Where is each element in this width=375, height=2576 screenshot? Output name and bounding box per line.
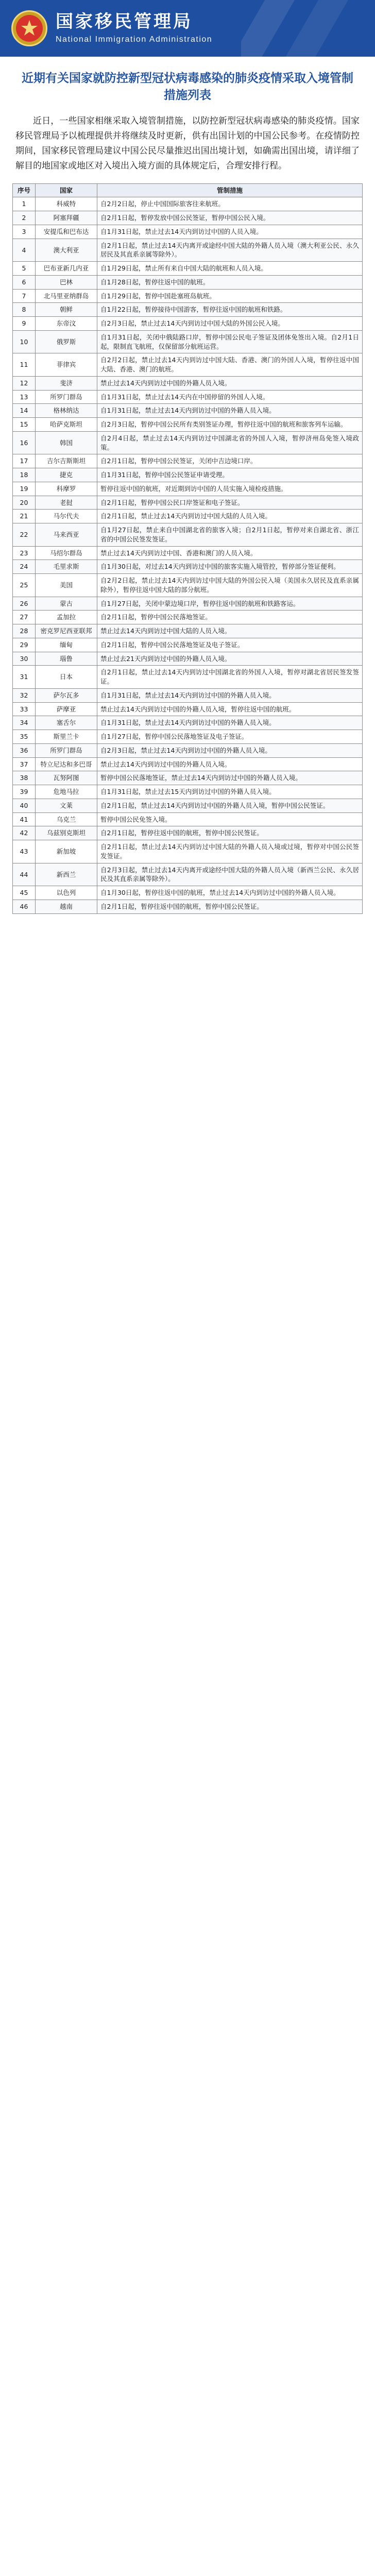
- table-row: [13, 431, 363, 454]
- row-country: 马尔代夫: [36, 510, 97, 523]
- table-row: [13, 771, 363, 785]
- measures-table: [12, 183, 363, 914]
- row-country: 孟加拉: [36, 611, 97, 624]
- table-row: [13, 688, 363, 702]
- row-number: 34: [13, 716, 36, 730]
- table-row: [13, 826, 363, 840]
- row-country: 巴林: [36, 275, 97, 289]
- row-country: 乌兹别克斯坦: [36, 826, 97, 840]
- row-country: 科摩罗: [36, 482, 97, 496]
- row-number: 14: [13, 404, 36, 418]
- row-country: 科威特: [36, 197, 97, 211]
- table-row: [13, 303, 363, 317]
- row-number: 8: [13, 303, 36, 317]
- row-number: 41: [13, 812, 36, 826]
- row-country: 以色列: [36, 886, 97, 900]
- row-number: 5: [13, 262, 36, 276]
- header-country: 国家: [36, 183, 97, 197]
- row-number: 28: [13, 624, 36, 638]
- row-country: 毛里求斯: [36, 560, 97, 574]
- row-measure: 自2月1日起，暂停往返中国的航班，暂停中国公民签证。: [97, 826, 363, 840]
- row-measure: 自2月3日起，禁止过去14天内到访过中国大陆的外国公民入境。: [97, 317, 363, 331]
- header-measure: 管制措施: [97, 183, 363, 197]
- row-country: 格林纳达: [36, 404, 97, 418]
- table-row: [13, 757, 363, 771]
- row-number: 7: [13, 289, 36, 303]
- row-number: 6: [13, 275, 36, 289]
- row-measure: 自2月2日起，禁止过去14天内到访过中国大陆的外国公民入境（美国永久居民及直系亲属除外），暂停往返中国大陆的部分航班。: [97, 574, 363, 597]
- table-row: [13, 638, 363, 652]
- row-number: 29: [13, 638, 36, 652]
- row-country: 老挝: [36, 496, 97, 510]
- table-row: [13, 799, 363, 812]
- row-country: 斐济: [36, 376, 97, 390]
- article-intro: 近日，一些国家相继采取入境管制措施，以防控新型冠状病毒感染的肺炎疫情。国家移民管理局予以梳理提供并将继续及时更新，供有出国计划的中国公民参考。在疫情防控期间，国家移民管理局建议中国公民尽量推迟出国出境计划，如确需出国出境，请详细了解目的地国家或地区对入境出入境方面的具体规定后，合理安排行程。: [15, 115, 360, 172]
- row-measure: 自1月31日起，禁止过去14天内在中国停留的外国人入境。: [97, 390, 363, 404]
- row-measure: 自2月1日起，暂停发放中国公民签证，暂停中国公民入境。: [97, 211, 363, 225]
- row-measure: 自2月1日起，禁止过去14天内到访过中国大陆的外籍人员入境或过境，暂停对中国公民签发签证。: [97, 840, 363, 863]
- table-row: [13, 624, 363, 638]
- row-measure: 自1月31日起，禁止过去14天内到访过中国的外籍人员入境。: [97, 716, 363, 730]
- row-measure: 禁止过去14天内到访过中国的外籍人员入境。: [97, 376, 363, 390]
- table-row: [13, 730, 363, 744]
- table-row: [13, 886, 363, 900]
- table-row: [13, 611, 363, 624]
- row-country: 瑙鲁: [36, 652, 97, 666]
- row-country: 安提瓜和巴布达: [36, 225, 97, 239]
- row-measure: 暂停中国公民落地签证，禁止过去14天内到访过中国的外籍人员入境。: [97, 771, 363, 785]
- row-number: 19: [13, 482, 36, 496]
- table-body: [13, 197, 363, 913]
- row-country: 新西兰: [36, 863, 97, 886]
- row-measure: 自2月4日起，禁止过去14天内到访过中国湖北省的外国人入境，暂停济州岛免签入境政策。: [97, 431, 363, 454]
- row-number: 45: [13, 886, 36, 900]
- row-measure: 自1月28日起，暂停往返中国的航班。: [97, 275, 363, 289]
- row-measure: 自2月1日起，禁止过去14天内到访过中国湖北省的外国人入境，暂停对湖北省居民签发签证。: [97, 666, 363, 689]
- row-country: 乌克兰: [36, 812, 97, 826]
- table-row: [13, 404, 363, 418]
- table-row: [13, 523, 363, 547]
- agency-banner: [0, 0, 375, 57]
- table-row: [13, 510, 363, 523]
- row-number: 27: [13, 611, 36, 624]
- row-number: 35: [13, 730, 36, 744]
- row-measure: 禁止过去14天内到访过中国大陆的人员入境。: [97, 624, 363, 638]
- row-measure: 自2月2日起，禁止过去14天内到访过中国大陆、香港、澳门的外国人入境，暂停往返中国大陆、香港、澳门的航班。: [97, 353, 363, 377]
- row-measure: 自2月1日起，暂停中国公民落地签证及电子签证。: [97, 638, 363, 652]
- row-country: 危地马拉: [36, 785, 97, 799]
- row-measure: 自2月3日起，禁止过去14天内到访过中国的外籍人员入境。: [97, 743, 363, 757]
- row-number: 23: [13, 546, 36, 560]
- table-row: [13, 197, 363, 211]
- row-country: 特立尼达和多巴哥: [36, 757, 97, 771]
- table-row: [13, 317, 363, 331]
- table-row: [13, 743, 363, 757]
- row-number: 24: [13, 560, 36, 574]
- row-country: 朝鲜: [36, 303, 97, 317]
- row-number: 12: [13, 376, 36, 390]
- row-number: 25: [13, 574, 36, 597]
- row-measure: 自2月1日起，暂停中国公民落地签证。: [97, 611, 363, 624]
- row-measure: 自2月1日起，暂停往返中国的航班，暂停中国公民签证。: [97, 900, 363, 913]
- row-number: 17: [13, 454, 36, 468]
- row-measure: 自1月22日起，暂停接待中国游客，暂停往返中国的航班和铁路。: [97, 303, 363, 317]
- table-row: [13, 666, 363, 689]
- row-number: 22: [13, 523, 36, 547]
- table-row: [13, 239, 363, 262]
- table-row: [13, 454, 363, 468]
- row-country: 捷克: [36, 468, 97, 482]
- row-country: 澳大利亚: [36, 239, 97, 262]
- row-measure: 自1月27日起，暂停中国公民落地签证及电子签证。: [97, 730, 363, 744]
- row-measure: 自1月27日起，关闭中蒙边境口岸，暂停往返中国的航班和铁路客运。: [97, 597, 363, 611]
- table-row: [13, 597, 363, 611]
- row-measure: 自2月3日起，暂停中国公民所有类别签证办理，暂停往返中国的航班和旅客列车运输。: [97, 418, 363, 432]
- row-country: 哈萨克斯坦: [36, 418, 97, 432]
- banner-decoration: [241, 0, 375, 57]
- row-country: 瓦努阿图: [36, 771, 97, 785]
- table-row: [13, 390, 363, 404]
- table-row: [13, 289, 363, 303]
- row-measure: 自1月31日起，禁止过去14天内到访过中国的人员入境。: [97, 225, 363, 239]
- row-country: 塞舌尔: [36, 716, 97, 730]
- article-title: 近期有关国家就防控新型冠状病毒感染的肺炎疫情采取入境管制措施列表: [22, 72, 353, 103]
- row-number: 10: [13, 330, 36, 353]
- row-measure: 自1月31日起，禁止过去15天内到访过中国的外籍人员入境。: [97, 785, 363, 799]
- row-country: 萨摩亚: [36, 702, 97, 716]
- agency-name-en: National Immigration Administration: [56, 35, 213, 44]
- row-measure: 禁止过去14天内到访过中国、香港和澳门的人员入境。: [97, 546, 363, 560]
- row-country: 密克罗尼西亚联邦: [36, 624, 97, 638]
- row-country: 马来西亚: [36, 523, 97, 547]
- row-country: 所罗门群岛: [36, 390, 97, 404]
- table-row: [13, 376, 363, 390]
- table-row: [13, 262, 363, 276]
- row-number: 46: [13, 900, 36, 913]
- table-row: [13, 560, 363, 574]
- row-measure: 自2月2日起，停止中国国际旅客往来航班。: [97, 197, 363, 211]
- row-measure: 禁止过去14天内到访过中国的外籍人员入境，暂停往返中国的航班。: [97, 702, 363, 716]
- table-row: [13, 574, 363, 597]
- row-measure: 自2月1日起，暂停中国公民签证，关闭中吉边境口岸。: [97, 454, 363, 468]
- row-number: 38: [13, 771, 36, 785]
- row-country: 日本: [36, 666, 97, 689]
- row-number: 37: [13, 757, 36, 771]
- row-number: 21: [13, 510, 36, 523]
- row-country: 菲律宾: [36, 353, 97, 377]
- row-measure: 自2月3日起，禁止过去14天内离开或途经中国大陆的外籍人员入境（新西兰公民、永久居民及其直系亲属等除外）。: [97, 863, 363, 886]
- row-measure: 自1月30日起，暂停往返中国的航班，禁止过去14天内到访过中国的外籍人员入境。: [97, 886, 363, 900]
- table-row: [13, 418, 363, 432]
- table-row: [13, 900, 363, 913]
- row-country: 俄罗斯: [36, 330, 97, 353]
- row-country: 巴布亚新几内亚: [36, 262, 97, 276]
- row-measure: 自2月1日起，禁止过去14天内离开或途经中国大陆的外籍人员入境（澳大利亚公民、永久居民及其直系亲属等除外）。: [97, 239, 363, 262]
- row-country: 韩国: [36, 431, 97, 454]
- row-country: 缅甸: [36, 638, 97, 652]
- row-measure: 暂停往返中国的航班，对近期到访中国的人员实施入境检疫措施。: [97, 482, 363, 496]
- row-number: 43: [13, 840, 36, 863]
- row-measure: 自1月30日起，对过去14天内到访过中国的旅客实施入境管控，暂停部分签证便利。: [97, 560, 363, 574]
- table-header-row: [13, 183, 363, 197]
- row-measure: 自2月1日起，禁止过去14天内到访过中国大陆的人员入境。: [97, 510, 363, 523]
- row-country: 阿塞拜疆: [36, 211, 97, 225]
- table-row: [13, 840, 363, 863]
- row-number: 4: [13, 239, 36, 262]
- row-country: 马绍尔群岛: [36, 546, 97, 560]
- national-emblem-icon: [11, 10, 47, 46]
- row-number: 1: [13, 197, 36, 211]
- table-row: [13, 702, 363, 716]
- table-row: [13, 275, 363, 289]
- table-row: [13, 546, 363, 560]
- table-row: [13, 652, 363, 666]
- table-row: [13, 812, 363, 826]
- table-row: [13, 468, 363, 482]
- row-country: 吉尔吉斯斯坦: [36, 454, 97, 468]
- row-number: 26: [13, 597, 36, 611]
- row-country: 越南: [36, 900, 97, 913]
- row-measure: 自1月31日起，关闭中俄陆路口岸，暂停中国公民电子签证及团体免签出入境。自2月1日起，限制直飞航班，仅保留部分航班运营。: [97, 330, 363, 353]
- row-measure: 自1月27日起，禁止来自中国湖北省的旅客入境；自2月1日起，暂停对来自湖北省、浙江省的中国公民签发签证。: [97, 523, 363, 547]
- row-number: 40: [13, 799, 36, 812]
- table-row: [13, 716, 363, 730]
- row-number: 39: [13, 785, 36, 799]
- row-measure: 自1月31日起，禁止过去14天内到访过中国的外籍人员入境。: [97, 688, 363, 702]
- table-row: [13, 496, 363, 510]
- table-row: [13, 353, 363, 377]
- row-measure: 禁止过去21天内到访过中国的外籍人员入境。: [97, 652, 363, 666]
- row-number: 2: [13, 211, 36, 225]
- row-number: 3: [13, 225, 36, 239]
- row-number: 44: [13, 863, 36, 886]
- row-country: 萨尔瓦多: [36, 688, 97, 702]
- row-number: 31: [13, 666, 36, 689]
- table-row: [13, 211, 363, 225]
- row-number: 20: [13, 496, 36, 510]
- row-measure: 自1月29日起，暂停中国赴塞班岛航班。: [97, 289, 363, 303]
- row-measure: 自1月31日起，禁止过去14天内到访过中国的外籍人员入境。: [97, 404, 363, 418]
- row-number: 36: [13, 743, 36, 757]
- row-measure: 自1月29日起，禁止所有来自中国大陆的航班和人员入境。: [97, 262, 363, 276]
- row-number: 33: [13, 702, 36, 716]
- agency-name-cn: 国家移民管理局: [56, 11, 193, 32]
- row-number: 42: [13, 826, 36, 840]
- row-number: 32: [13, 688, 36, 702]
- row-number: 30: [13, 652, 36, 666]
- table-row: [13, 482, 363, 496]
- row-country: 新加坡: [36, 840, 97, 863]
- table-row: [13, 785, 363, 799]
- row-country: 美国: [36, 574, 97, 597]
- header-no: 序号: [13, 183, 36, 197]
- row-measure: 自2月1日起，禁止过去14天内到访过中国的外籍人员入境，暂停中国公民签证。: [97, 799, 363, 812]
- row-number: 15: [13, 418, 36, 432]
- row-number: 13: [13, 390, 36, 404]
- row-measure: 暂停中国公民免签入境。: [97, 812, 363, 826]
- row-country: 所罗门群岛: [36, 743, 97, 757]
- row-country: 北马里亚纳群岛: [36, 289, 97, 303]
- row-country: 东帝汶: [36, 317, 97, 331]
- row-measure: 自1月31日起，暂停中国公民签证申请受理。: [97, 468, 363, 482]
- row-country: 蒙古: [36, 597, 97, 611]
- row-number: 9: [13, 317, 36, 331]
- table-row: [13, 863, 363, 886]
- row-number: 11: [13, 353, 36, 377]
- table-row: [13, 330, 363, 353]
- table-row: [13, 225, 363, 239]
- row-measure: 禁止过去14天内到访过中国的外籍人员入境。: [97, 757, 363, 771]
- row-country: 斯里兰卡: [36, 730, 97, 744]
- row-country: 文莱: [36, 799, 97, 812]
- row-measure: 自2月1日起，暂停中国公民口岸签证和电子签证。: [97, 496, 363, 510]
- row-number: 18: [13, 468, 36, 482]
- row-number: 16: [13, 431, 36, 454]
